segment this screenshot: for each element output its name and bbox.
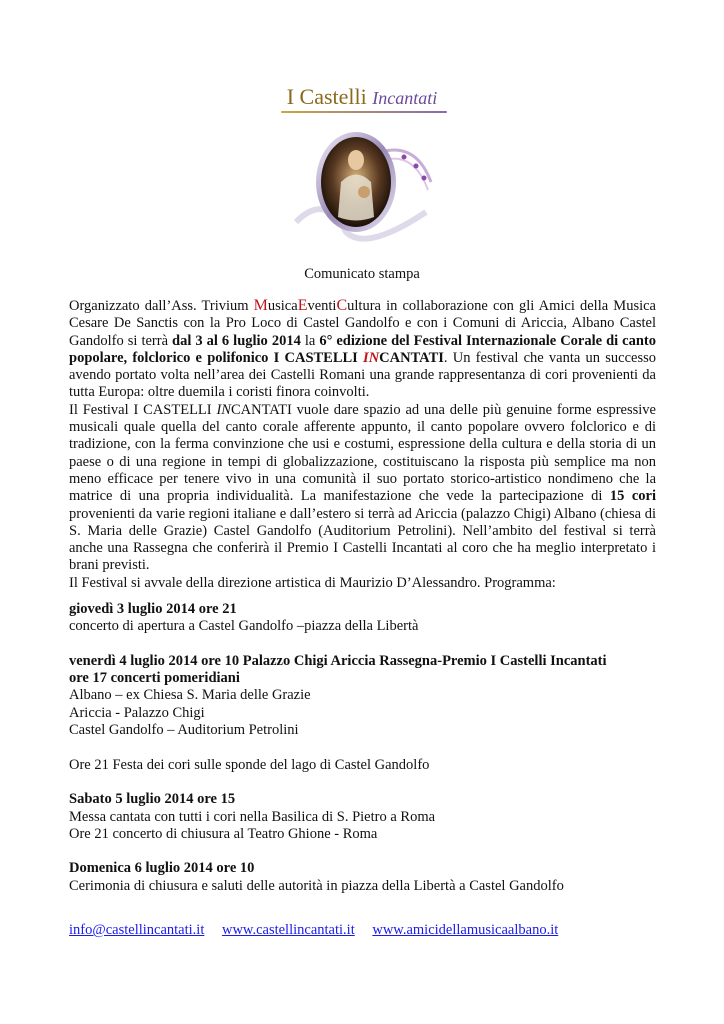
program-schedule <box>69 601 669 912</box>
day-2-line-1: Albano – ex Chiesa S. Maria delle Grazie <box>69 687 311 704</box>
day-2-line-3: Castel Gandolfo – Auditorium Petrolini <box>69 722 299 739</box>
logo-prefix: I Castelli <box>286 84 373 109</box>
day-2-line-2: Ariccia - Palazzo Chigi <box>69 704 205 721</box>
website-link-castellincantati[interactable]: www.castellincantati.it <box>221 922 355 938</box>
day-1-heading: giovedì 3 luglio 2014 ore 21 <box>69 601 237 617</box>
contact-links <box>69 922 669 939</box>
press-release-title: Comunicato stampa <box>304 266 420 282</box>
intro-paragraph: Organizzato dall’Ass. Trivium MusicaEventiCultura in collaborazione con gli Amici della Musica Cesare De Sanctis con la Pro Loco di Castel Gandolfo e con i Comuni di Ariccia, Albano Castel Gandolfo si terrà dal 3 al 6 luglio 2014 la 6° edizione del Festival Internazionale Corale di canto popolare, folclorico e polifonico I CASTELLI INCANTATI. Un festival che vanta un successo avendo portato volta nell’area dei Castelli Romani una grande rappresentanza di cori provenienti da tutta Europa: oltre duemila i coristi finora coinvolti. <box>69 297 657 401</box>
day-3-line-2: Ore 21 concerto di chiusura al Teatro Ghione - Roma <box>69 825 378 842</box>
day-2-heading: venerdì 4 luglio 2014 ore 10 Palazzo Chigi Ariccia Rassegna-Premio I Castelli Incantati <box>69 652 607 669</box>
program-day-3 <box>69 791 669 843</box>
day-4-line-1: Cerimonia di chiusura e saluti delle autorità in piazza della Libertà a Castel Gandolfo <box>69 877 564 894</box>
festival-description-paragraph: Il Festival I CASTELLI INCANTATI vuole dare spazio ad una delle più genuine forme espressive musicali quale quella del canto corale afferente appunto, il canto popolare ovvero folclorico e di tradizione, con la ferma convinzione che usi e costumi, espressione della cultura e della storia di un paese o di una regione in tempi di globalizzazione, costituiscano la risposta più semplice ma non meno efficace per tenere vivo in una comunità il suo portato storico-artistico nondimeno che la matrice di una propria individualità. La manifestazione che vede la partecipazione di 15 cori provenienti da varie regioni italiane e dall’estero si terrà ad Ariccia (palazzo Chigi) Albano (chiesa di S. Maria delle Grazie) Castel Gandolfo (Auditorium Petrolini). Nell’ambito del festival si terrà anche una Rassegna che conferirà il Premio I Castelli Incantati al coro che ha meglio interpretato i brani previsti. <box>69 401 656 574</box>
logo-in: In <box>372 88 388 108</box>
artistic-direction-paragraph: Il Festival si avvale della direzione artistica di Maurizio D’Alessandro. Programma: <box>69 574 556 591</box>
program-day-1 <box>69 601 669 636</box>
program-day-2 <box>69 653 669 739</box>
day-2-subheading: ore 17 concerti pomeridiani <box>69 670 240 687</box>
logo-rest: cantati <box>387 88 438 108</box>
logo-swoosh <box>281 111 448 113</box>
day-3-line-1: Messa cantata con tutti i cori nella Basilica di S. Pietro a Roma <box>69 808 436 825</box>
festival-logo <box>0 84 724 110</box>
day-1-line-1: concerto di apertura a Castel Gandolfo –piazza della Libertà <box>69 618 419 635</box>
program-day-2-evening <box>69 757 669 774</box>
program-day-4 <box>69 860 669 895</box>
press-release-body <box>69 297 656 592</box>
website-link-amicidellamusica[interactable]: www.amicidellamusicaalbano.it <box>372 922 559 938</box>
day-3-heading: Sabato 5 luglio 2014 ore 15 <box>69 791 236 808</box>
day-2-line-4: Ore 21 Festa dei cori sulle sponde del lago di Castel Gandolfo <box>69 756 430 773</box>
festival-emblem-image <box>286 122 436 252</box>
day-4-heading: Domenica 6 luglio 2014 ore 10 <box>69 860 255 877</box>
email-link[interactable]: info@castellincantati.it <box>69 922 205 938</box>
